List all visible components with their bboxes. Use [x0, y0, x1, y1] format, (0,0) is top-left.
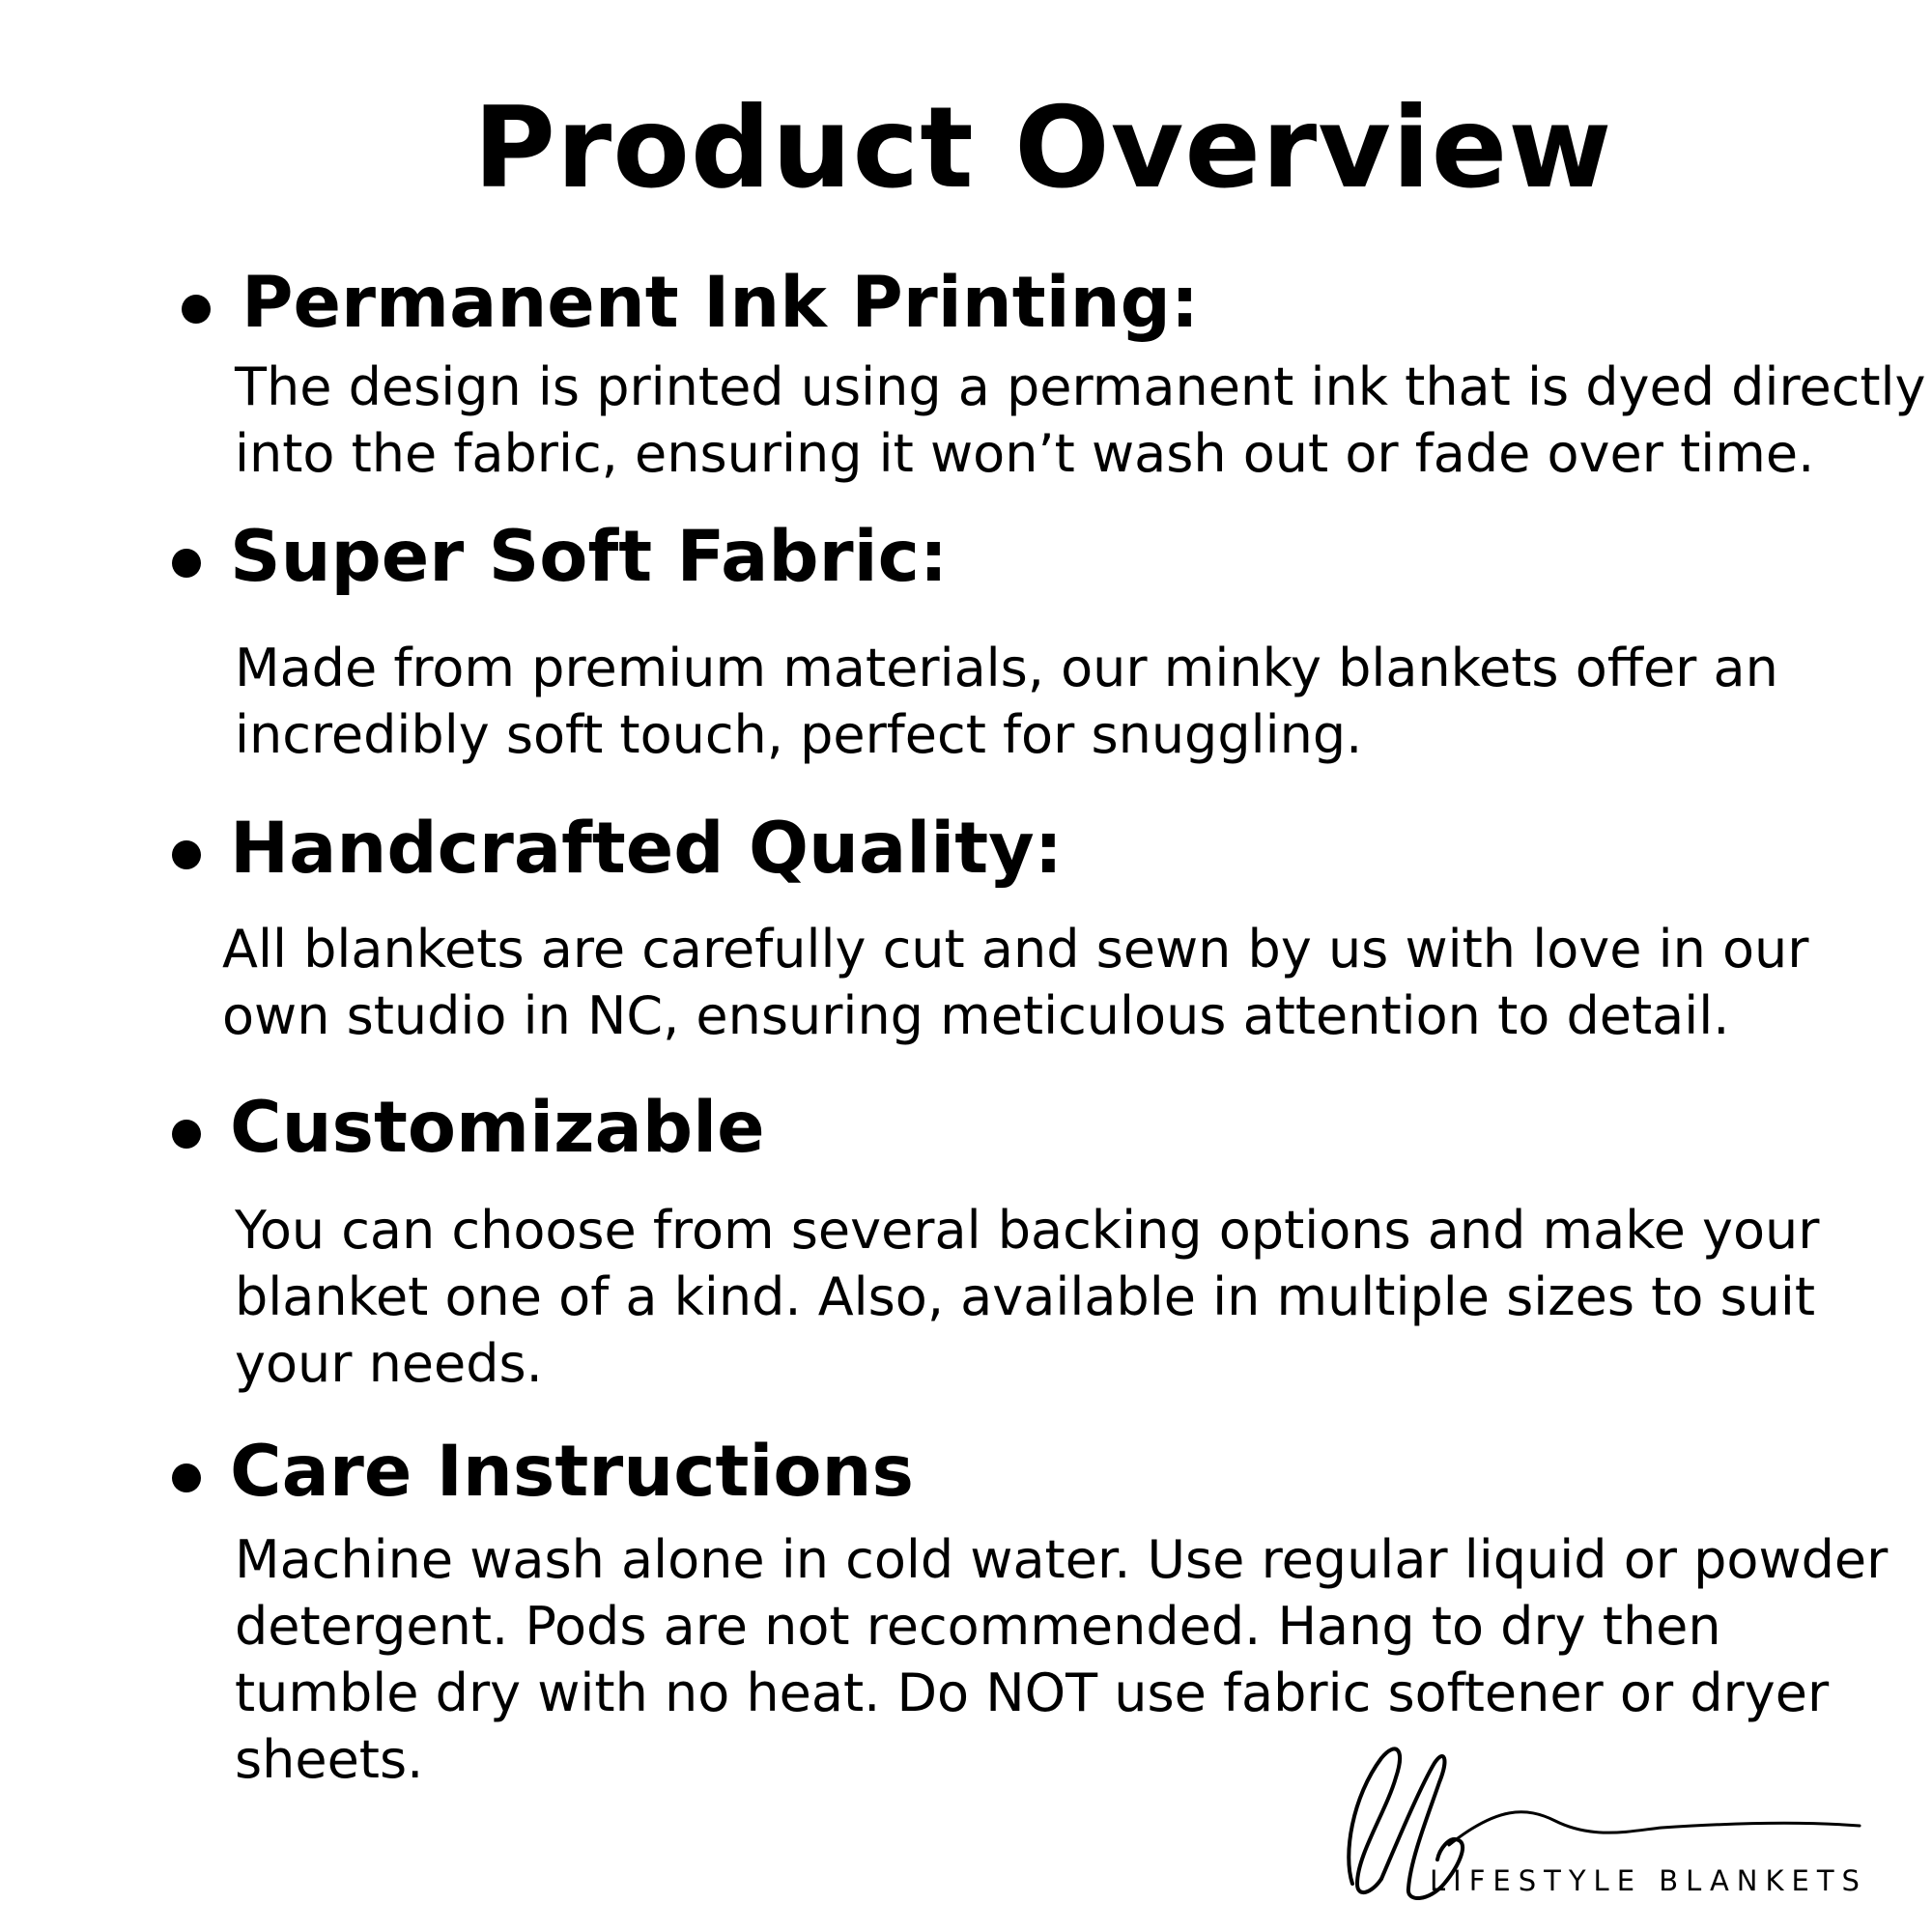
bullet-icon [172, 840, 201, 869]
body-line: All blankets are carefully cut and sewn by us with love in our [222, 919, 1809, 980]
section-body-customizable [235, 1197, 1819, 1397]
body-line: detergent. Pods are not recommended. Hang to dry then [235, 1596, 1721, 1657]
bullet-icon [172, 1120, 201, 1149]
body-line: sheets. [235, 1729, 424, 1790]
bullet-icon [172, 1463, 201, 1492]
body-line: blanket one of a kind. Also, available in multiple sizes to suit [235, 1266, 1816, 1327]
page-title: Product Overview [473, 83, 1613, 213]
body-line: Machine wash alone in cold water. Use regular liquid or powder [235, 1529, 1889, 1590]
body-line: your needs. [235, 1333, 543, 1394]
bullet-icon [172, 549, 201, 578]
section-body-super-soft [235, 635, 1778, 768]
section-heading-care: Care Instructions [230, 1431, 914, 1513]
body-line: incredibly soft touch, perfect for snuggling. [235, 704, 1363, 765]
body-line: The design is printed using a permanent ink that is dyed directly [235, 356, 1926, 417]
body-line: into the fabric, ensuring it won’t wash out or fade over time. [235, 423, 1815, 484]
brand-name: LIFESTYLE BLANKETS [1430, 1864, 1867, 1897]
section-body-permanent-ink [235, 354, 1926, 487]
body-line: Made from premium materials, our minky blankets offer an [235, 638, 1778, 698]
body-line: tumble dry with no heat. Do NOT use fabric softener or dryer [235, 1662, 1830, 1723]
body-line: You can choose from several backing options and make your [235, 1200, 1820, 1261]
section-heading-super-soft: Super Soft Fabric: [230, 516, 949, 598]
section-heading-customizable: Customizable [230, 1087, 765, 1169]
section-heading-permanent-ink: Permanent Ink Printing: [242, 262, 1200, 344]
body-line: own studio in NC, ensuring meticulous attention to detail. [222, 985, 1730, 1046]
section-heading-handcrafted: Handcrafted Quality: [230, 808, 1063, 890]
section-body-handcrafted [222, 916, 1808, 1049]
bullet-icon [182, 295, 211, 324]
